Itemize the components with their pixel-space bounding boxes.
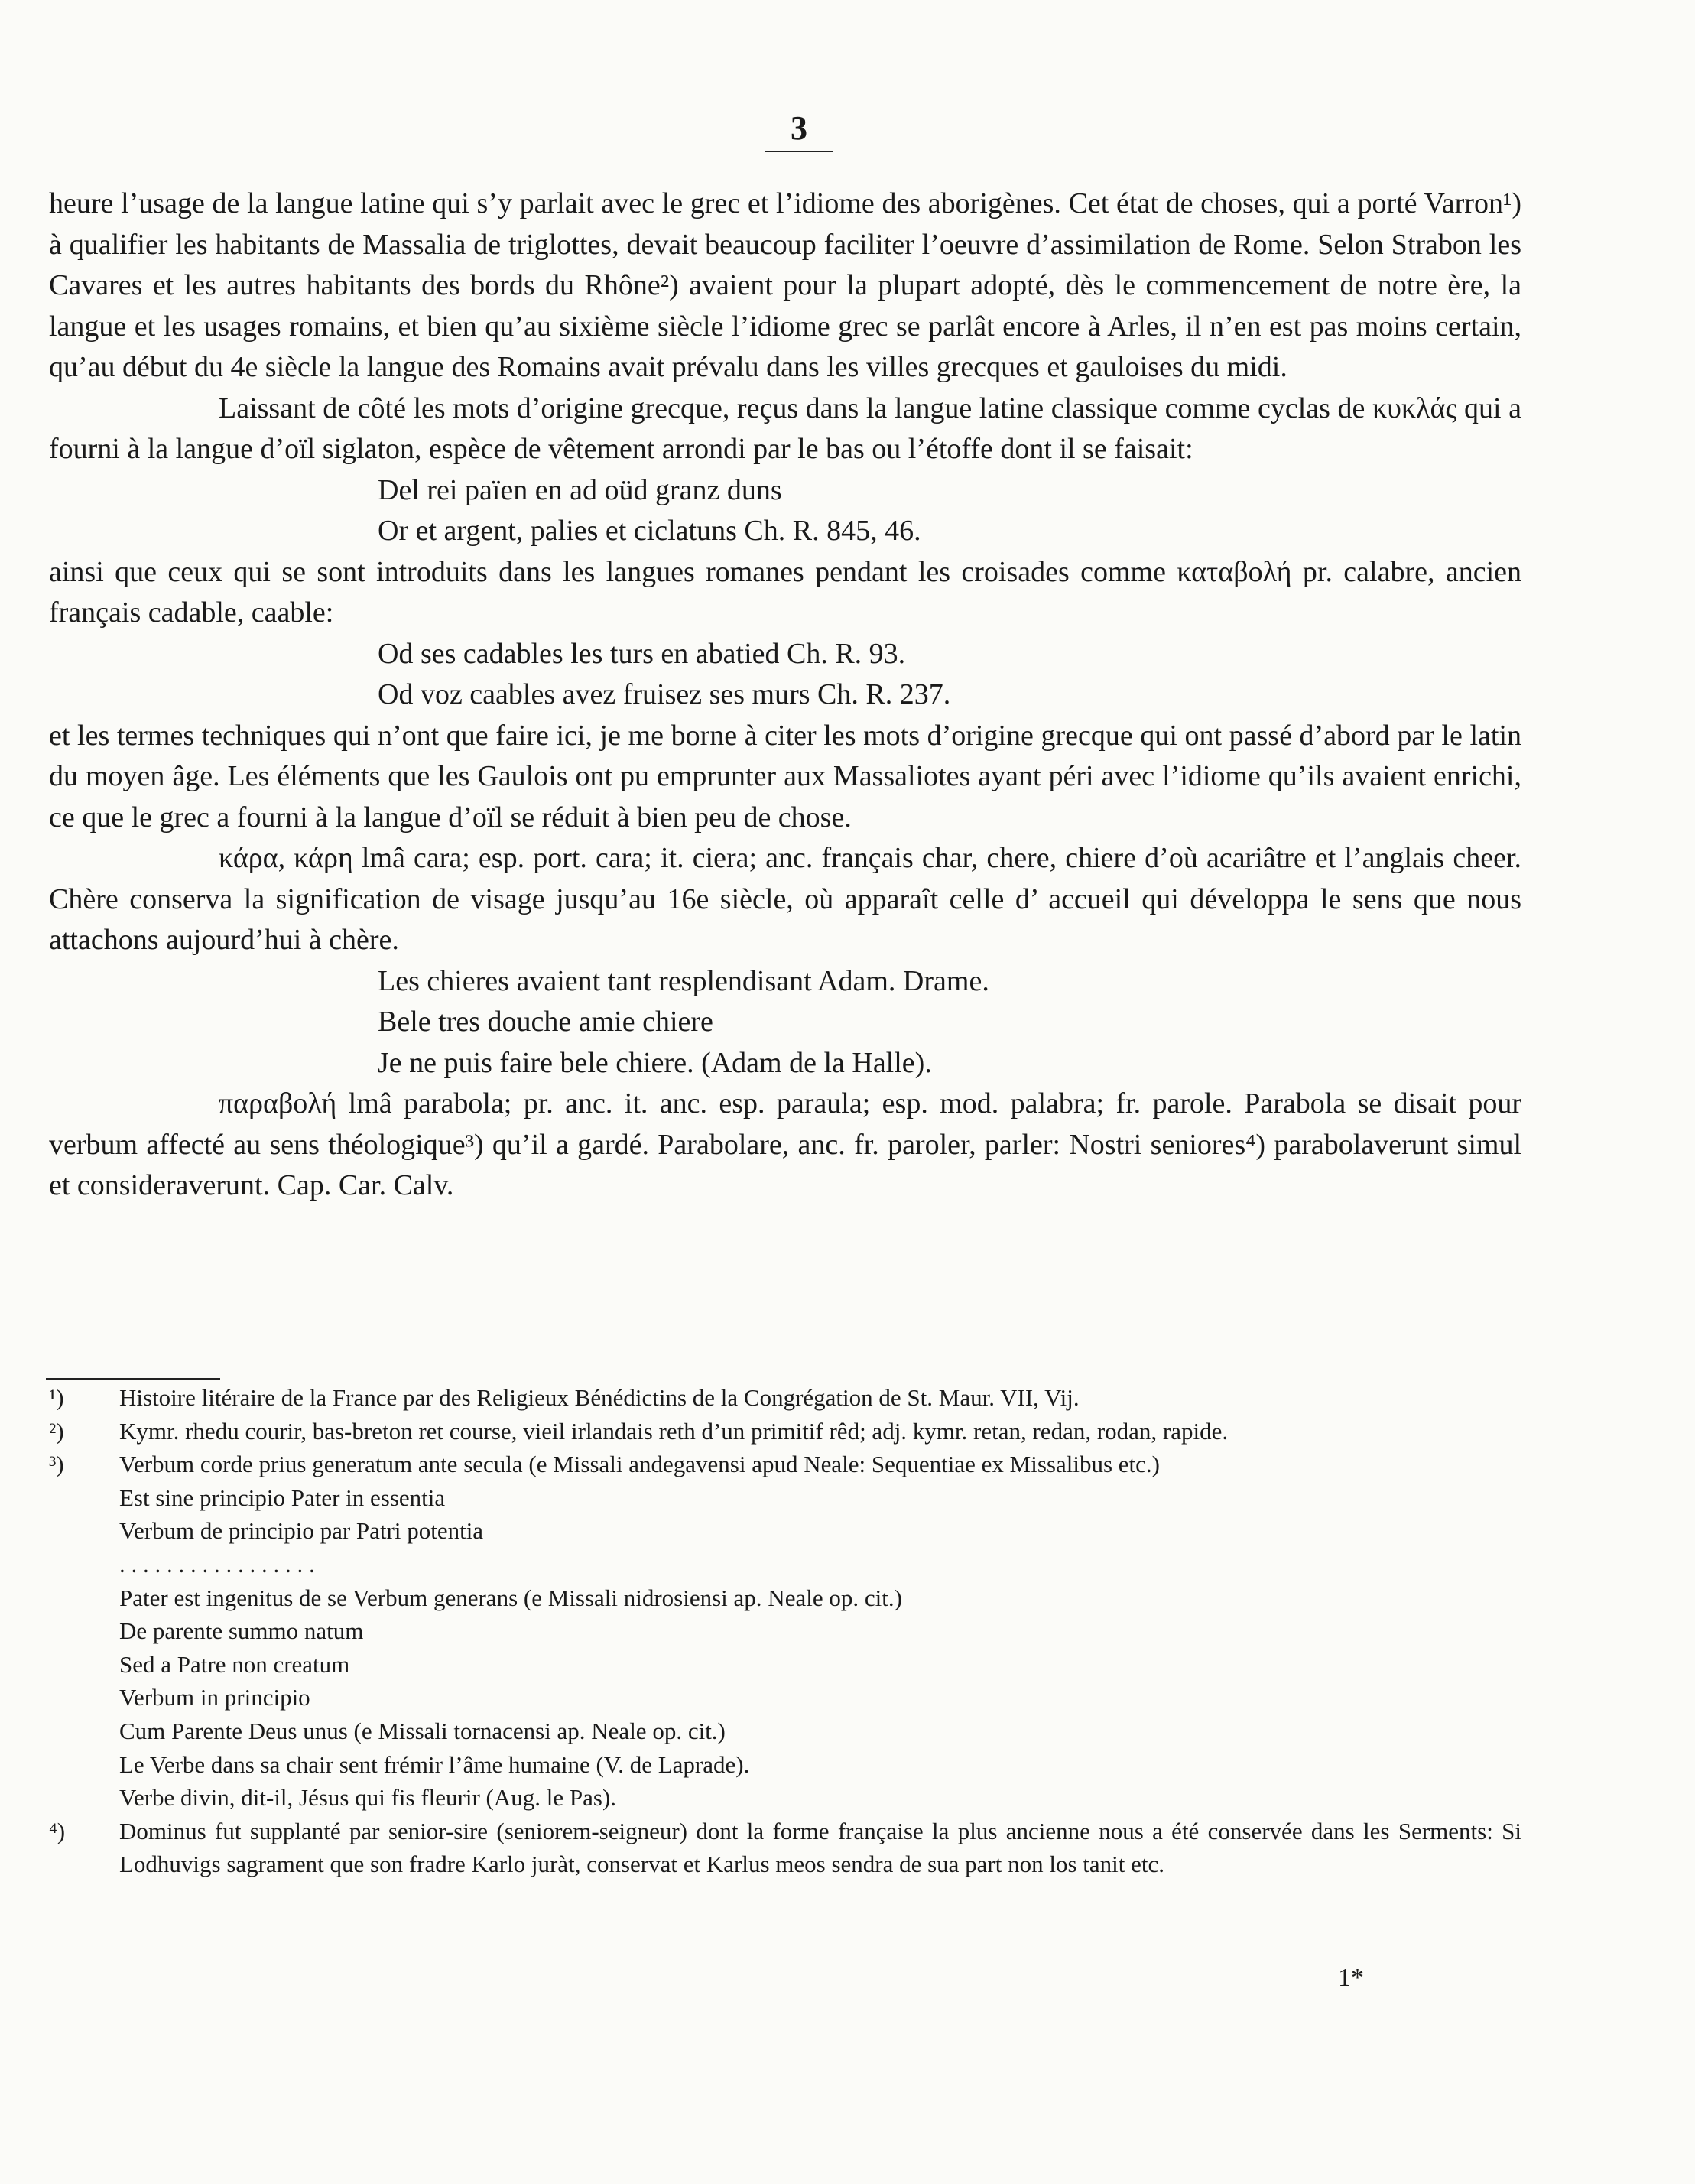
footnote-text: Kymr. rhedu courir, bas-breton ret course, vieil irlandais reth d’un primitif rêd; adj. kymr. retan, redan, rodan, rapide. <box>119 1417 1229 1445</box>
footnote-text: Dominus fut supplanté par senior-sire (seniorem-seigneur) dont la forme française la plus ancienne nous a été conservée dans les Serments: Si Lodhuvigs sagrament que son fradre Karlo juràt, conservat et Karlus meos sendra de sua part non los tanit etc. <box>119 1817 1521 1878</box>
footnote-mark: ⁴) <box>49 1817 66 1844</box>
footnote-verse-line: De parente summo natum <box>119 1617 364 1645</box>
footnote-verse-line: Pater est ingenitus de se Verbum generans (e Missali nidrosiensi ap. Neale op. cit.) <box>119 1584 902 1611</box>
quotation-line: Del rei païen en ad oüd granz duns <box>378 473 782 506</box>
page-number-rule <box>765 151 833 152</box>
body-text <box>49 184 1521 1207</box>
footnote <box>49 1415 1521 1448</box>
quotation <box>378 634 1521 716</box>
footnote-text: Histoire litéraire de la France par des Religieux Bénédictins de la Congrégation de St. Maur. VII, Vij. <box>119 1384 1080 1411</box>
footnote-mark: ³) <box>49 1451 64 1478</box>
signature-mark: 1* <box>1338 1964 1364 1992</box>
paragraph: heure l’usage de la langue latine qui s’y parlait avec le grec et l’idiome des aborigènes. Cet état de choses, qui a porté Varron¹) à qualifier les habitants de Massalia de triglottes, devait beaucoup faciliter l’oeuvre d’assimilation de Rome. Selon Strabon les Cavares et les autres habitants des bords du Rhône²) avaient pour la plupart adopté, dès le commencement de notre ère, la langue et les usages romains, et bien qu’au sixième siècle l’idiome grec se parlât encore à Arles, il n’en est pas moins certain, qu’au début du 4e siècle la langue des Romains avait prévalu dans les villes grecques et gauloises du midi. <box>49 187 1521 383</box>
quotation-line: Je ne puis faire bele chiere. (Adam de la Halle). <box>378 1046 932 1079</box>
footnote-verse-line: Sed a Patre non creatum <box>119 1650 350 1678</box>
footnote <box>49 1815 1521 1881</box>
footnote-verse-line: Le Verbe dans sa chair sent frémir l’âme humaine (V. de Laprade). <box>119 1750 750 1778</box>
footnote-verse-line: . . . . . . . . . . . . . . . . . <box>119 1550 315 1578</box>
paragraph: κάρα, κάρη lmâ cara; esp. port. cara; it. ciera; anc. français char, chere, chiere d’où acariâtre et l’anglais cheer. Chère conserva la signification de visage jusqu’au 16e siècle, où apparaît celle d’ accueil qui développa le sens que nous attachons aujourd’hui à chère. <box>49 842 1521 956</box>
quotation-line: Or et argent, palies et ciclatuns Ch. R. 845, 46. <box>378 515 921 547</box>
footnote-verse-line: Est sine principio Pater in essentia <box>119 1484 446 1511</box>
footnote-text: Verbum corde prius generatum ante secula (e Missali andegavensi apud Neale: Sequentiae ex Missalibus etc.) <box>119 1451 1160 1478</box>
footnote-rule <box>46 1378 220 1380</box>
footnote-mark: ¹) <box>49 1384 64 1411</box>
footnote <box>49 1381 1521 1415</box>
paragraph: Laissant de côté les mots d’origine grecque, reçus dans la langue latine classique comme cyclas de κυκλάς qui a fourni à la langue d’oïl siglaton, espèce de vêtement arrondi par le bas ou l’étoffe dont il se faisait: <box>49 392 1521 465</box>
quotation-line: Bele tres douche amie chiere <box>378 1006 713 1038</box>
paragraph: παραβολή lmâ parabola; pr. anc. it. anc. esp. paraula; esp. mod. palabra; fr. parole. Parabola se disait pour verbum affecté au sens théologique³) qu’il a gardé. Parabolare, anc. fr. paroler, parler: Nostri seniores⁴) parabolaverunt simul et consideraverunt. Cap. Car. Calv. <box>49 1087 1521 1201</box>
page-number: 3 <box>791 109 807 147</box>
quotation-line: Od ses cadables les turs en abatied Ch. R. 93. <box>378 637 906 670</box>
quotation <box>378 470 1521 552</box>
paragraph: ainsi que ceux qui se sont introduits dans les langues romanes pendant les croisades comme καταβολή pr. calabre, ancien français cadable, caable: <box>49 555 1521 629</box>
footnotes <box>49 1381 1521 1881</box>
quotation <box>378 961 1521 1084</box>
footnote-verse-line: Verbum de principio par Patri potentia <box>119 1517 484 1545</box>
footnote-verse-line: Verbum in principio <box>119 1684 310 1711</box>
footnote-verse-line: Verbe divin, dit-il, Jésus qui fis fleurir (Aug. le Pas). <box>119 1784 617 1812</box>
footnote-mark: ²) <box>49 1417 64 1445</box>
quotation-line: Les chieres avaient tant resplendisant Adam. Drame. <box>378 964 989 997</box>
quotation-line: Od voz caables avez fruisez ses murs Ch. R. 237. <box>378 678 951 710</box>
footnote <box>49 1448 1521 1481</box>
footnote-verse-line: Cum Parente Deus unus (e Missali tornacensi ap. Neale op. cit.) <box>119 1717 726 1744</box>
paragraph: et les termes techniques qui n’ont que faire ici, je me borne à citer les mots d’origine grecque qui ont passé d’abord par le latin du moyen âge. Les éléments que les Gaulois ont pu emprunter aux Massaliotes ayant péri avec l’idiome qu’ils avaient enrichi, ce que le grec a fourni à la langue d’oïl se réduit à bien peu de chose. <box>49 719 1521 834</box>
